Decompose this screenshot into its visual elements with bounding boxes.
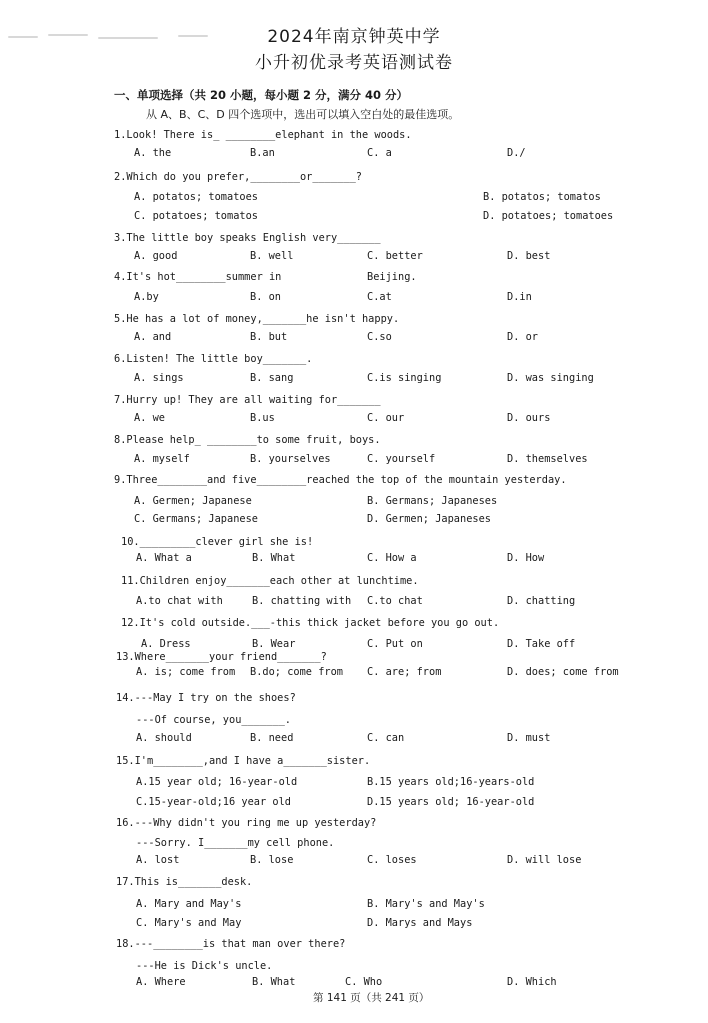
question-stem: 13.Where_______your friend_______? (116, 651, 327, 663)
option: A. is; come from (136, 666, 236, 678)
page-title-line2: 小升初优录考英语测试卷 (255, 53, 453, 73)
option: C. potatoes; tomatos (134, 210, 258, 222)
option: A. What a (136, 552, 192, 564)
question-stem: 7.Hurry up! They are all waiting for_______ (114, 394, 381, 406)
option: A.15 year old; 16-year-old (136, 776, 298, 788)
option: C. Germans; Japanese (134, 513, 258, 525)
option: C. Who (345, 976, 383, 988)
option: D. Marys and Mays (367, 917, 473, 929)
question-stem: 9.Three________and five________reached the top of the mountain yesterday. (114, 474, 567, 486)
option: D. Take off (507, 638, 576, 650)
option: C. better (367, 250, 423, 262)
question-stem: 17.This is_______desk. (116, 876, 253, 888)
option: D. was singing (507, 372, 594, 384)
option: A. potatos; tomatoes (134, 191, 258, 203)
question-stem-continued: Beijing. (367, 271, 417, 283)
option: B. Wear (252, 638, 296, 650)
option: A. Dress (141, 638, 191, 650)
option: A. Where (136, 976, 186, 988)
option: C.so (367, 331, 392, 343)
option: B. on (250, 291, 281, 303)
page-number: 第 141 页（共 241 页） (313, 992, 430, 1004)
option: A. should (136, 732, 192, 744)
option: D./ (507, 147, 526, 159)
option: A. Mary and May's (136, 898, 242, 910)
option: C.at (367, 291, 392, 303)
question-stem: 5.He has a lot of money,_______he isn't happy. (114, 313, 400, 325)
option: B. lose (250, 854, 294, 866)
option: D. Which (507, 976, 557, 988)
option: B. Mary's and May's (367, 898, 485, 910)
question-stem-line2: ---Sorry. I_______my cell phone. (136, 837, 335, 849)
option: A.by (134, 291, 159, 303)
page-title-line1: 2024年南京钟英中学 (267, 27, 441, 47)
question-stem: 3.The little boy speaks English very_______ (114, 232, 381, 244)
option: A. and (134, 331, 172, 343)
option: B.us (250, 412, 275, 424)
option: A. we (134, 412, 165, 424)
option: C. are; from (367, 666, 442, 678)
option: B. well (250, 250, 294, 262)
option: C.is singing (367, 372, 442, 384)
question-stem: 4.It's hot________summer in (114, 271, 282, 283)
option: D.in (507, 291, 532, 303)
option: A. the (134, 147, 172, 159)
option: A.to chat with (136, 595, 223, 607)
question-stem: 16.---Why didn't you ring me up yesterday? (116, 817, 377, 829)
option: C. Put on (367, 638, 423, 650)
option: D. Germen; Japaneses (367, 513, 491, 525)
option: D. ours (507, 412, 551, 424)
option: D. potatoes; tomatoes (483, 210, 614, 222)
option: D. does; come from (507, 666, 619, 678)
option: B. What (252, 976, 296, 988)
option: C. yourself (367, 453, 436, 465)
option: C. loses (367, 854, 417, 866)
option: B.15 years old;16-years-old (367, 776, 535, 788)
question-stem: 14.---May I try on the shoes? (116, 692, 296, 704)
option: D.15 years old; 16-year-old (367, 796, 535, 808)
option: A. Germen; Japanese (134, 495, 252, 507)
question-stem-line2: ---Of course, you_______. (136, 714, 291, 726)
option: C. Mary's and May (136, 917, 242, 929)
option: B. need (250, 732, 294, 744)
question-stem: 18.---________is that man over there? (116, 938, 346, 950)
option: B. sang (250, 372, 294, 384)
question-stem: 2.Which do you prefer,________or_______? (114, 171, 362, 183)
option: B. What (252, 552, 296, 564)
question-stem: 8.Please help_ ________to some fruit, boys. (114, 434, 381, 446)
option: D. best (507, 250, 551, 262)
question-stem: 1.Look! There is_ ________elephant in the woods. (114, 129, 412, 141)
option: D. How (507, 552, 545, 564)
option: A. good (134, 250, 178, 262)
option: C. our (367, 412, 405, 424)
question-stem: 11.Children enjoy_______each other at lunchtime. (121, 575, 419, 587)
option: D. themselves (507, 453, 588, 465)
question-stem: 6.Listen! The little boy_______. (114, 353, 313, 365)
option: D. or (507, 331, 538, 343)
option: B. Germans; Japaneses (367, 495, 498, 507)
option: B.an (250, 147, 275, 159)
option: B.do; come from (250, 666, 343, 678)
question-stem: 15.I'm________,and I have a_______sister. (116, 755, 371, 767)
option: C. How a (367, 552, 417, 564)
option: C. a (367, 147, 392, 159)
option: B. yourselves (250, 453, 331, 465)
option: A. lost (136, 854, 180, 866)
question-stem: 10._________clever girl she is! (121, 536, 314, 548)
option: A. myself (134, 453, 190, 465)
section-heading: 一、单项选择（共 20 小题，每小题 2 分，满分 40 分） (114, 88, 409, 102)
option: B. potatos; tomatos (483, 191, 601, 203)
option: D. chatting (507, 595, 576, 607)
question-stem-line2: ---He is Dick's uncle. (136, 960, 273, 972)
option: D. will lose (507, 854, 582, 866)
question-stem: 12.It's cold outside.___-this thick jacket before you go out. (121, 617, 500, 629)
option: B. chatting with (252, 595, 352, 607)
option: A. sings (134, 372, 184, 384)
section-instruction: 从 A、B、C、D 四个选项中，选出可以填入空白处的最佳选项。 (146, 108, 460, 121)
option: B. but (250, 331, 288, 343)
option: C. can (367, 732, 405, 744)
option: C.to chat (367, 595, 423, 607)
option: C.15-year-old;16 year old (136, 796, 291, 808)
option: D. must (507, 732, 551, 744)
